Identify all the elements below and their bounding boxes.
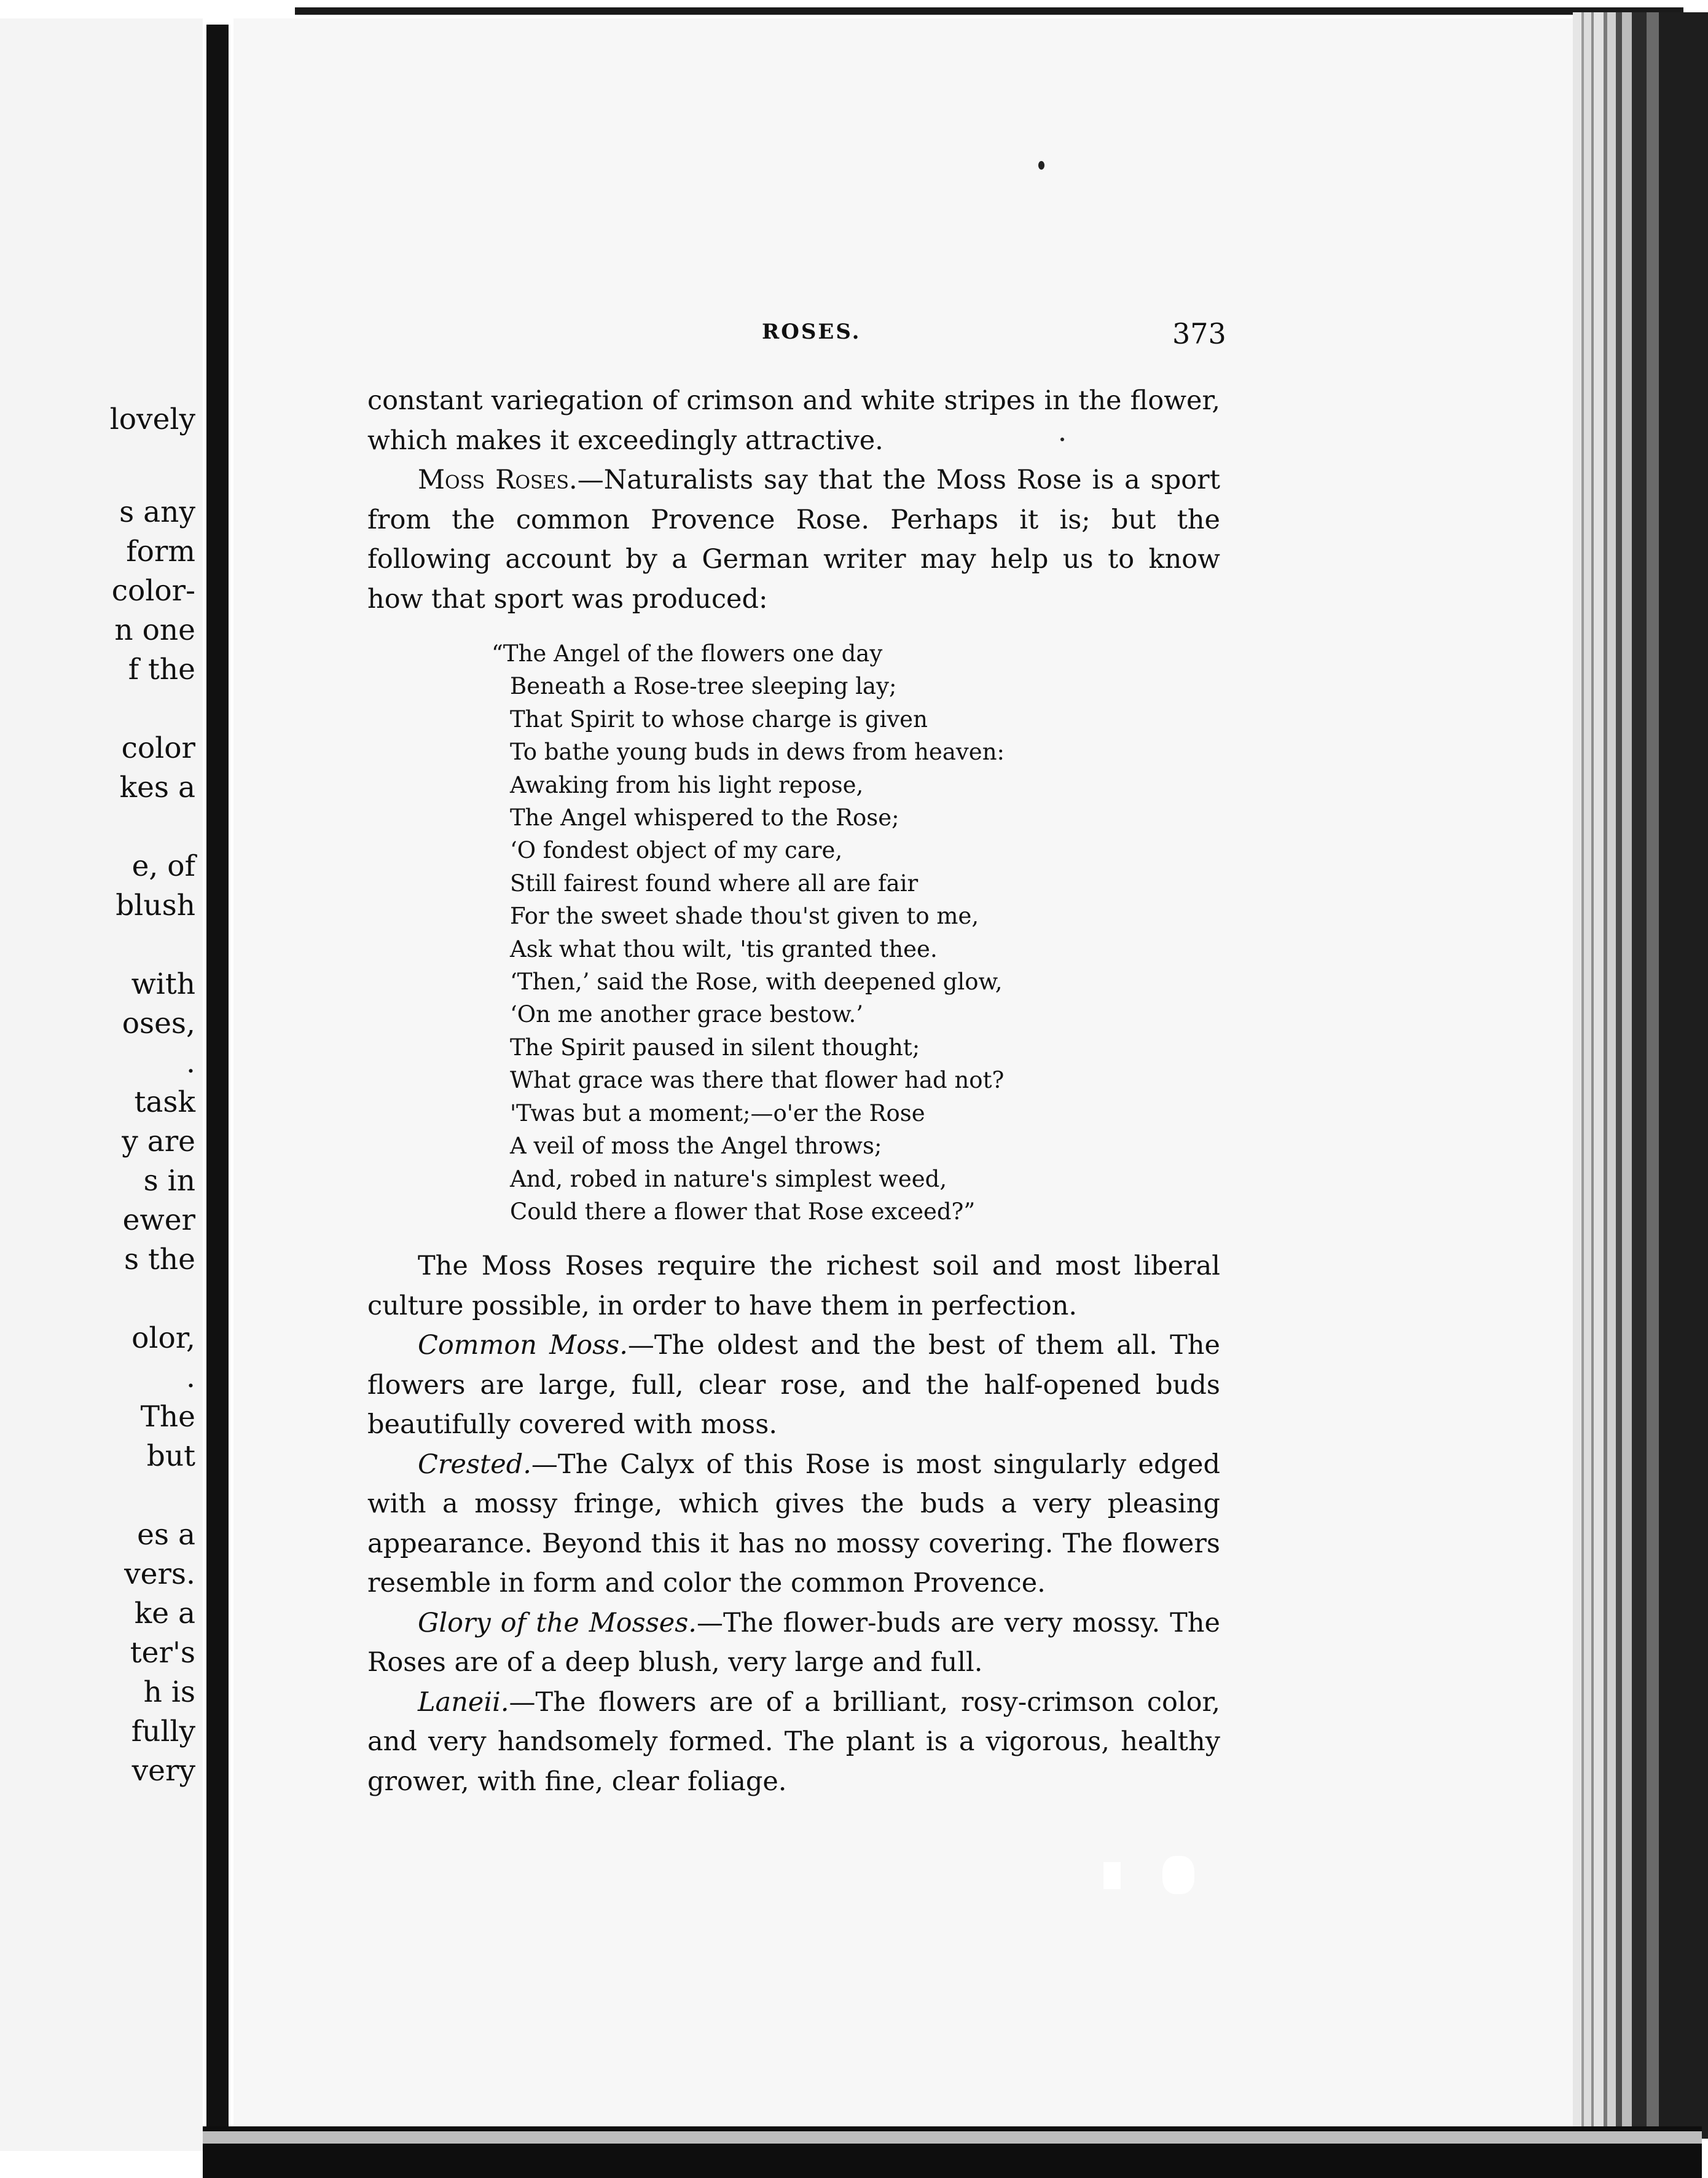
left-fragment: es a bbox=[137, 1518, 195, 1552]
poem-line: Still fairest found where all are fair bbox=[510, 870, 919, 897]
left-fragment: ke a bbox=[134, 1597, 195, 1630]
left-fragment: with bbox=[131, 967, 195, 1001]
variety-name-glory-of-the-mosses: Glory of the Mosses. bbox=[418, 1607, 697, 1638]
left-fragment: The bbox=[140, 1400, 195, 1434]
book-gutter bbox=[206, 25, 229, 2157]
left-fragment: e, of bbox=[131, 849, 195, 883]
poem-line: To bathe young buds in dews from heaven: bbox=[510, 739, 1005, 766]
poem-line: Ask what thou wilt, 'tis granted thee. bbox=[510, 935, 938, 962]
left-fragment: ewer bbox=[122, 1203, 195, 1237]
paragraph-laneii bbox=[367, 1683, 1220, 1802]
paragraph-glory-of-the-mosses bbox=[367, 1603, 1220, 1683]
poem-line: ‘On me another grace bestow.’ bbox=[510, 1001, 863, 1028]
page-body bbox=[367, 381, 1220, 1801]
left-fragment: f the bbox=[128, 653, 195, 686]
variety-name-crested: Crested. bbox=[418, 1449, 531, 1480]
left-page-edge bbox=[0, 18, 203, 2151]
ink-speck bbox=[1038, 161, 1044, 170]
paragraph-body: —The oldest and the best of them all. The flowers are large, full, clear rose, and the half-opened buds beautifully covered with moss. bbox=[367, 1330, 1220, 1441]
poem-line: “The Angel of the flowers one day bbox=[492, 640, 883, 667]
page-number: 373 bbox=[1172, 317, 1226, 350]
left-fragment: kes a bbox=[119, 771, 195, 804]
poem-line: The Spirit paused in silent thought; bbox=[510, 1034, 920, 1061]
poem-line: A veil of moss the Angel throws; bbox=[510, 1133, 882, 1160]
running-head: ROSES. bbox=[762, 320, 861, 344]
left-fragment: s in bbox=[143, 1164, 195, 1198]
right-page-edges bbox=[1573, 12, 1708, 2139]
variety-name-laneii: Laneii. bbox=[418, 1686, 509, 1718]
left-fragment: but bbox=[146, 1439, 195, 1473]
left-fragment: y are bbox=[122, 1125, 195, 1158]
poem-line: 'Twas but a moment;—o'er the Rose bbox=[510, 1099, 925, 1126]
poem-line: Awaking from his light repose, bbox=[510, 771, 864, 798]
poem-line: ‘O fondest object of my care, bbox=[510, 837, 843, 864]
paragraph-body: —Naturalists say that the Moss Rose is a sport from the common Provence Rose. Perhaps it is; but the following account by a German writer may help us to know how that sport was produced: bbox=[367, 465, 1220, 615]
poem-line: What grace was there that flower had not? bbox=[510, 1067, 1005, 1094]
poem-line: The Angel whispered to the Rose; bbox=[510, 804, 899, 831]
left-fragment: vers. bbox=[124, 1557, 195, 1591]
left-fragment: form bbox=[126, 535, 195, 568]
left-fragment: . bbox=[186, 1046, 195, 1080]
left-fragment: oses, bbox=[122, 1007, 195, 1040]
left-fragment: color bbox=[121, 731, 195, 765]
left-fragment: blush bbox=[116, 889, 195, 922]
left-fragment: h is bbox=[143, 1675, 195, 1709]
poem-line: Could there a flower that Rose exceed?” bbox=[510, 1198, 976, 1225]
paper-blemish bbox=[1103, 1862, 1121, 1889]
left-fragment: task bbox=[134, 1085, 195, 1119]
poem-line: Beneath a Rose-tree sleeping lay; bbox=[510, 673, 897, 700]
poem-block bbox=[492, 637, 1220, 1228]
top-page-edge bbox=[295, 7, 1683, 15]
paragraph-crested bbox=[367, 1445, 1220, 1603]
paragraph-moss-roses-culture: The Moss Roses require the richest soil and most liberal culture possible, in order to have them in perfection. bbox=[367, 1251, 1220, 1321]
paragraph-body: —The flowers are of a brilliant, rosy-crimson color, and very handsomely formed. The plant is a vigorous, healthy grower, with fine, clear foliage. bbox=[367, 1686, 1220, 1797]
left-fragment: very bbox=[131, 1754, 195, 1788]
left-fragment: n one bbox=[114, 613, 195, 647]
left-fragment: s the bbox=[123, 1243, 195, 1276]
paragraph-body: —The flower-buds are very mossy. The Roses are of a deep blush, very large and full. bbox=[367, 1607, 1220, 1678]
bottom-page-edge-highlight bbox=[203, 2131, 1702, 2144]
variety-name-common-moss: Common Moss. bbox=[418, 1330, 628, 1361]
paragraph-continuation: constant variegation of crimson and white stripes in the flower, which makes it exceedingly attractive. bbox=[367, 385, 1220, 456]
paragraph-body: —The Calyx of this Rose is most singularly edged with a mossy fringe, which gives the buds a very pleasing appearance. Beyond this it has no mossy covering. The flowers resemble in form and color the common Provence. bbox=[367, 1449, 1220, 1599]
left-fragment: ter's bbox=[130, 1636, 195, 1670]
left-fragment: s any bbox=[119, 495, 195, 529]
section-heading-moss-roses: Moss Roses. bbox=[418, 465, 578, 495]
left-fragment: color- bbox=[111, 574, 195, 608]
paragraph-common-moss bbox=[367, 1326, 1220, 1445]
left-fragment: olor, bbox=[131, 1321, 195, 1355]
left-fragment: lovely bbox=[109, 403, 195, 436]
poem-line: ‘Then,’ said the Rose, with deepened glow, bbox=[510, 969, 1003, 996]
paper-blemish bbox=[1162, 1856, 1194, 1894]
poem-line: That Spirit to whose charge is given bbox=[510, 706, 928, 733]
left-fragment: fully bbox=[131, 1715, 195, 1748]
paragraph-moss-roses bbox=[367, 460, 1220, 619]
left-fragment: . bbox=[186, 1361, 195, 1394]
poem-line: For the sweet shade thou'st given to me, bbox=[510, 903, 979, 930]
poem-line: And, robed in nature's simplest weed, bbox=[510, 1165, 947, 1192]
